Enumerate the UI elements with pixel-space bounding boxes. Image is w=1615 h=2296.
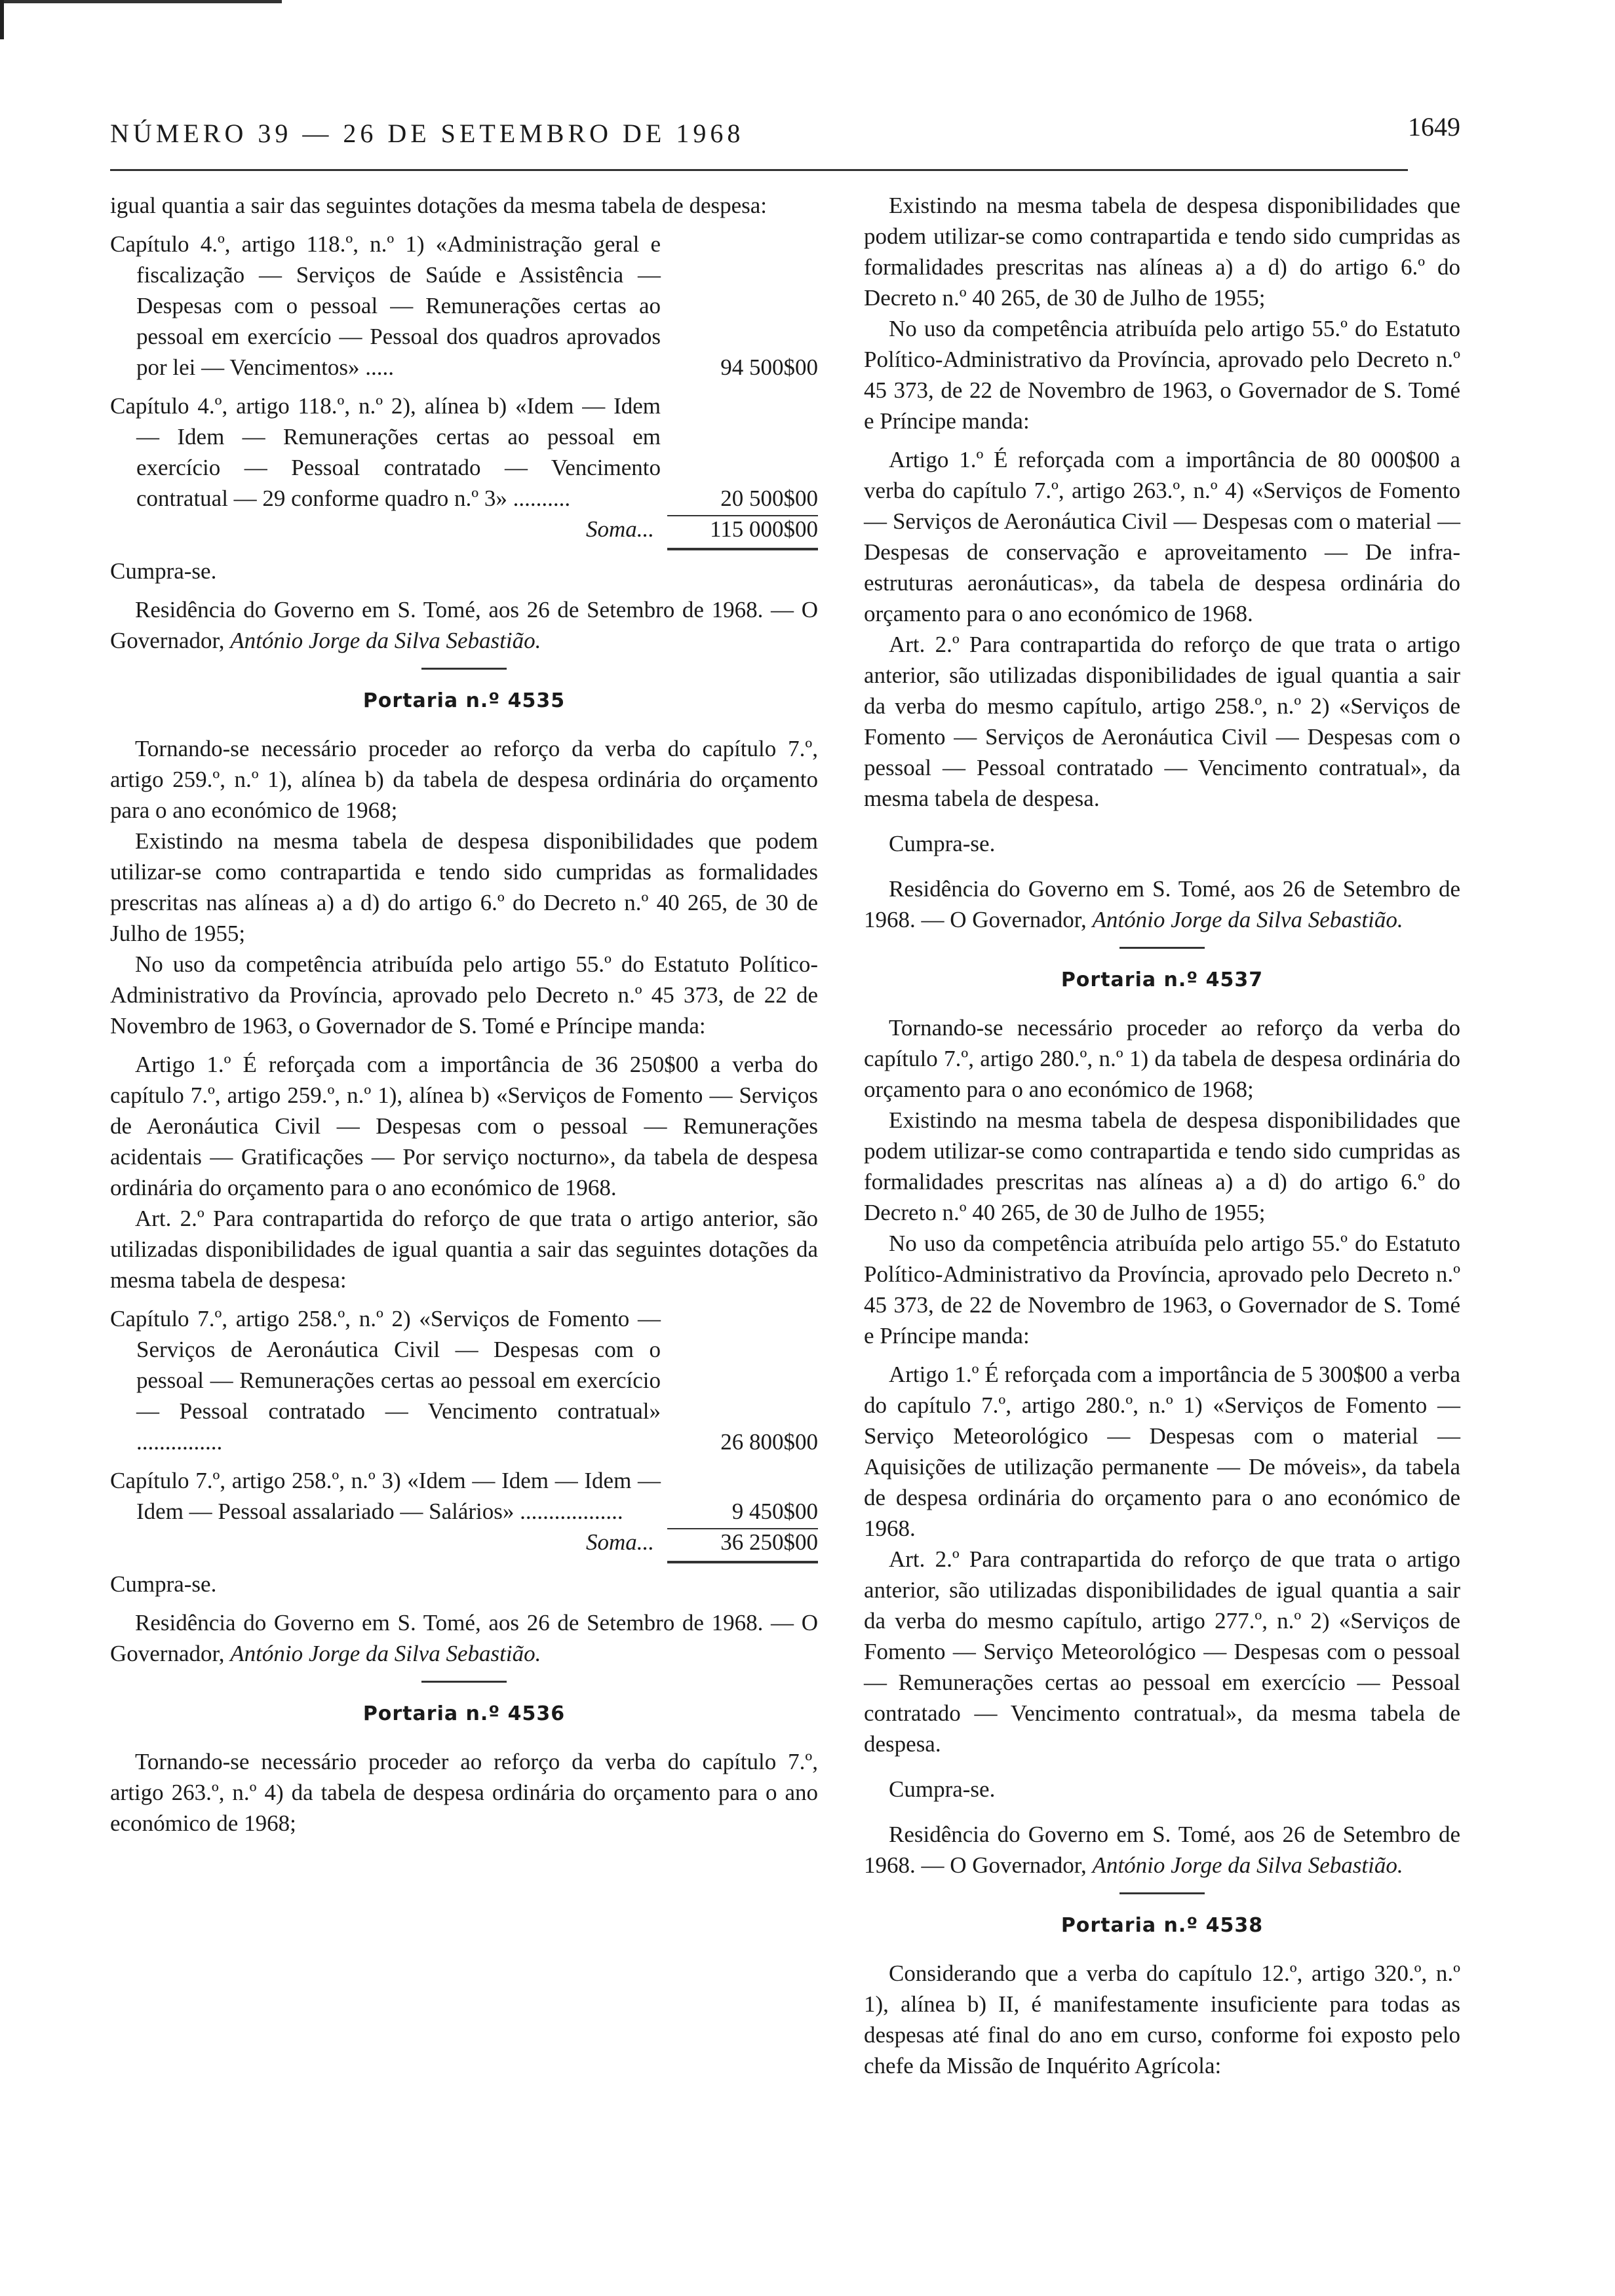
portaria-heading-4538: Portaria n.º 4538 (1060, 1914, 1264, 1937)
portaria-heading-4537: Portaria n.º 4537 (1060, 968, 1264, 991)
paragraph: Existindo na mesma tabela de despesa disponibilidades que podem utilizar-se como contrapartida e tendo sido cumpridas as formalidades prescritas nas alíneas a) a d) do artigo 6.º do Decreto n.º 40 265, de 30 de Julho de 1955; (110, 828, 818, 946)
sum-amount: 36 250$00 (720, 1529, 818, 1555)
entry-amount: 94 500$00 (720, 354, 818, 380)
paragraph: No uso da competência atribuída pelo artigo 55.º do Estatuto Político-Administrativo da Província, aprovado pelo Decreto n.º 45 373, de 22 de Novembro de 1963, o Governador de S. Tomé e Príncipe manda: (864, 316, 1460, 434)
governor-signature: António Jorge da Silva Sebastião. (1092, 1852, 1403, 1878)
cumpra-se: Cumpra-se. (889, 831, 996, 856)
cumpra-se: Cumpra-se. (110, 558, 217, 584)
sum-double-rule (667, 1561, 818, 1563)
governor-signature: António Jorge da Silva Sebastião. (230, 1641, 541, 1666)
governor-signature: António Jorge da Silva Sebastião. (1092, 907, 1403, 932)
residencia-line (110, 594, 818, 656)
governor-signature: António Jorge da Silva Sebastião. (230, 628, 541, 653)
budget-entry (110, 1303, 818, 1457)
portaria-heading-4535: Portaria n.º 4535 (362, 689, 566, 712)
paragraph: Tornando-se necessário proceder ao reforço da verba do capítulo 7.º, artigo 263.º, n.º 4) da tabela de despesa ordinária do orçamento para o ano económico de 1968; (110, 1749, 818, 1836)
budget-entry (110, 391, 818, 514)
portaria-heading-4536: Portaria n.º 4536 (362, 1702, 566, 1725)
residencia-line (864, 873, 1460, 935)
article-2: Art. 2.º Para contrapartida do reforço de que trata o artigo anterior, são utilizadas disponibilidades de igual quantia a sair da verba do mesmo capítulo, artigo 258.º, n.º 2) «Serviços de Fomento — Serviços de Aeronáutica Civil — Despesas com o pessoal — Pessoal contratado — Vencimento contratual», da mesma tabela de despesa. (864, 632, 1460, 811)
entry-text: Capítulo 4.º, artigo 118.º, n.º 2), alínea b) «Idem — Idem — Idem — Remunerações certas ao pessoal em exercício — Pessoal contratado — Vencimento contratual — 29 conforme quadro n.º 3» .......... (110, 393, 661, 511)
paragraph: No uso da competência atribuída pelo artigo 55.º do Estatuto Político-Administrativo da Província, aprovado pelo Decreto n.º 45 373, de 22 de Novembro de 1963, o Governador de S. Tomé e Príncipe manda: (864, 1231, 1460, 1349)
page-header (110, 105, 1460, 157)
page-number: 1649 (1408, 112, 1460, 142)
entry-amount: 9 450$00 (731, 1499, 818, 1524)
sum-amount: 115 000$00 (710, 516, 818, 542)
cumpra-se: Cumpra-se. (110, 1571, 217, 1597)
sum-label: Soma... (585, 1529, 654, 1555)
article-1: Artigo 1.º É reforçada com a importância de 80 000$00 a verba do capítulo 7.º, artigo 263.º, n.º 4) «Serviços de Fomento — Serviços de Aeronáutica Civil — Despesas com o material — Despesas de conservação e aproveitamento — De infra-estruturas aeronáuticas», da tabela de despesa ordinária do orçamento para o ano económico de 1968. (864, 447, 1460, 626)
issue-title: NÚMERO 39 — 26 DE SETEMBRO DE 1968 (110, 119, 745, 148)
residencia-line (864, 1819, 1460, 1881)
sum-line (110, 1527, 818, 1559)
sum-line (110, 514, 818, 546)
section-divider (1119, 1892, 1205, 1894)
residencia-text: Residência do Governo em S. Tomé, aos 26 de Setembro de 1968. — O Governador, (110, 1610, 818, 1666)
article-2: Art. 2.º Para contrapartida do reforço de que trata o artigo anterior, são utilizadas disponibilidades de igual quantia a sair da verba do mesmo capítulo, artigo 277.º, n.º 2) «Serviços de Fomento — Serviço Meteorológico — Despesas com o pessoal — Remunerações certas ao pessoal em exercício — Pessoal contratado — Vencimento contratual», da mesma tabela de despesa. (864, 1546, 1460, 1757)
paragraph: Tornando-se necessário proceder ao reforço da verba do capítulo 7.º, artigo 259.º, n.º 1), alínea b) da tabela de despesa ordinária do orçamento para o ano económico de 1968; (110, 736, 818, 823)
sum-double-rule (667, 548, 818, 550)
sum-label: Soma... (585, 516, 654, 542)
header-rule (110, 169, 1408, 171)
residencia-text: Residência do Governo em S. Tomé, aos 26 de Setembro de 1968. — O Governador, (110, 597, 818, 653)
entry-text: Capítulo 7.º, artigo 258.º, n.º 2) «Serviços de Fomento — Serviços de Aeronáutica Civil — Despesas com o pessoal — Remunerações certas ao pessoal em exercício — Pessoal contratado — Vencimento contratual» ............... (110, 1306, 661, 1455)
paragraph: Tornando-se necessário proceder ao reforço da verba do capítulo 7.º, artigo 280.º, n.º 1) da tabela de despesa ordinária do orçamento para o ano económico de 1968; (864, 1015, 1460, 1102)
section-divider (1119, 947, 1205, 949)
article-2: Art. 2.º Para contrapartida do reforço de que trata o artigo anterior, são utilizadas disponibilidades de igual quantia a sair das seguintes dotações da mesma tabela de despesa: (110, 1206, 818, 1293)
paragraph: Considerando que a verba do capítulo 12.º, artigo 320.º, n.º 1), alínea b) II, é manifestamente insuficiente para todas as despesas até final do ano em curso, conforme foi exposto pelo chefe da Missão de Inquérito Agrícola: (864, 1961, 1460, 2078)
cumpra-se: Cumpra-se. (889, 1776, 996, 1802)
article-1: Artigo 1.º É reforçada com a importância de 36 250$00 a verba do capítulo 7.º, artigo 259.º, n.º 1), alínea b) «Serviços de Fomento — Serviços de Aeronáutica Civil — Despesas com o pessoal — Remunerações acidentais — Gratificações — Por serviço nocturno», da tabela de despesa ordinária do orçamento para o ano económico de 1968. (110, 1052, 818, 1200)
entry-amount: 26 800$00 (720, 1429, 818, 1455)
residencia-text: Residência do Governo em S. Tomé, aos 26 de Setembro de 1968. — O Governador, (864, 1822, 1460, 1878)
residencia-line (110, 1607, 818, 1669)
paragraph: Existindo na mesma tabela de despesa disponibilidades que podem utilizar-se como contrapartida e tendo sido cumpridas as formalidades prescritas nas alíneas a) a d) do artigo 6.º do Decreto n.º 40 265, de 30 de Julho de 1955; (864, 193, 1460, 311)
scan-edge-rule (0, 0, 282, 3)
section-divider (421, 1681, 507, 1683)
paragraph: No uso da competência atribuída pelo artigo 55.º do Estatuto Político-Administrativo da Província, aprovado pelo Decreto n.º 45 373, de 22 de Novembro de 1963, o Governador de S. Tomé e Príncipe manda: (110, 951, 818, 1039)
section-divider (421, 668, 507, 670)
residencia-text: Residência do Governo em S. Tomé, aos 26 de Setembro de 1968. — O Governador, (864, 876, 1460, 932)
paragraph: Existindo na mesma tabela de despesa disponibilidades que podem utilizar-se como contrapartida e tendo sido cumpridas as formalidades prescritas nas alíneas a) a d) do artigo 6.º do Decreto n.º 40 265, de 30 de Julho de 1955; (864, 1107, 1460, 1225)
right-column (864, 190, 1460, 2081)
entry-text: Capítulo 7.º, artigo 258.º, n.º 3) «Idem — Idem — Idem — Idem — Pessoal assalariado — Salários» .................. (110, 1468, 661, 1524)
article-1: Artigo 1.º É reforçada com a importância de 5 300$00 a verba do capítulo 7.º, artigo 280.º, n.º 1) «Serviços de Fomento — Serviço Meteorológico — Despesas com o material — Aquisições de utilização permanente — De móveis», da tabela de despesa ordinária do orçamento para o ano económico de 1968. (864, 1362, 1460, 1541)
left-column (110, 190, 818, 1839)
budget-entry (110, 1465, 818, 1527)
entry-text: Capítulo 4.º, artigo 118.º, n.º 1) «Administração geral e fiscalização — Serviços de Saúde e Assistência — Despesas com o pessoal — Remunerações certas ao pessoal em exercício — Pessoal dos quadros aprovados por lei — Vencimentos» ..... (110, 231, 661, 380)
intro-paragraph: igual quantia a sair das seguintes dotações da mesma tabela de despesa: (110, 193, 768, 218)
entry-amount: 20 500$00 (720, 486, 818, 511)
budget-entry (110, 229, 818, 383)
scan-corner-mark (0, 0, 4, 39)
